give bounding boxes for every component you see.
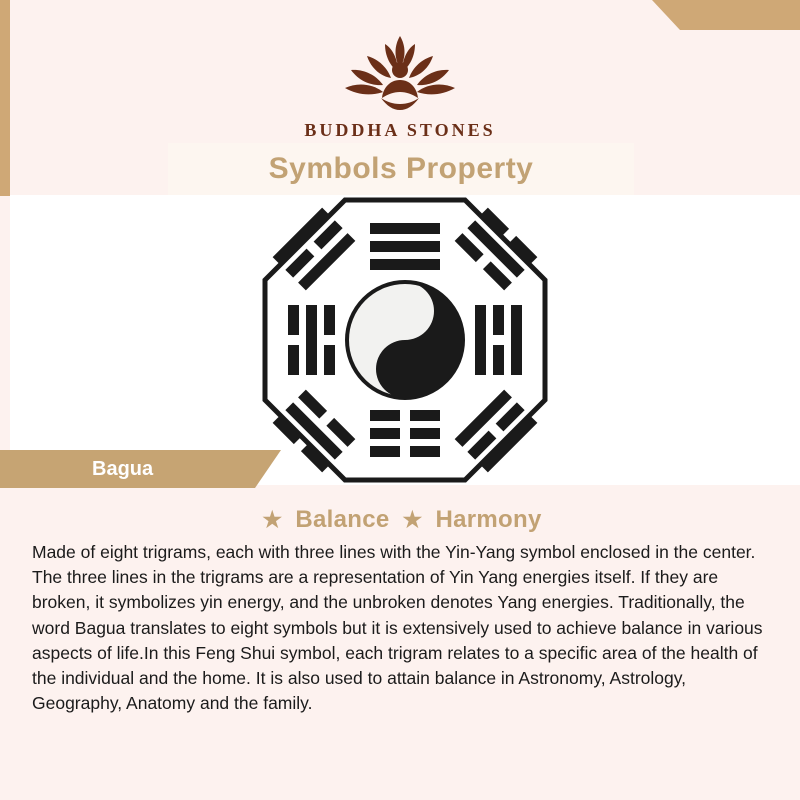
page-title: Symbols Property xyxy=(268,152,534,185)
keyword-row xyxy=(32,506,778,534)
keyword-balance: Balance xyxy=(295,506,390,533)
title-band xyxy=(168,143,634,195)
yin-yang-icon xyxy=(347,282,463,398)
star-icon-2: ★ xyxy=(402,507,423,532)
brand-name: BUDDHA STONES xyxy=(304,120,496,140)
star-icon-1: ★ xyxy=(262,507,283,532)
symbol-name-label: Bagua xyxy=(92,457,154,480)
artwork-area xyxy=(10,195,800,485)
description-panel xyxy=(10,488,800,800)
description-text: Made of eight trigrams, each with three lines with the Yin-Yang symbol enclosed in the center. The three lines in the trigrams are a representation of Yin Yang energies itself. If they are broken, it symbolizes yin energy, and the unbroken denotes Yang energies. Traditionally, the word Bagua translates to eight symbols but it is extensively used to achieve balance in various aspects of life.In this Feng Shui symbol, each trigram relates to a specific area of the health of the individual and the home. It is also used to attain balance in Astronomy, Astrology, Geography, Anatomy and the family. xyxy=(32,542,763,714)
bagua-yin-yang-icon xyxy=(260,195,550,485)
brand-logo xyxy=(0,18,800,141)
lotus-meditation-icon xyxy=(315,18,485,118)
keyword-harmony: Harmony xyxy=(435,506,542,533)
symbol-name-tab xyxy=(0,450,255,488)
